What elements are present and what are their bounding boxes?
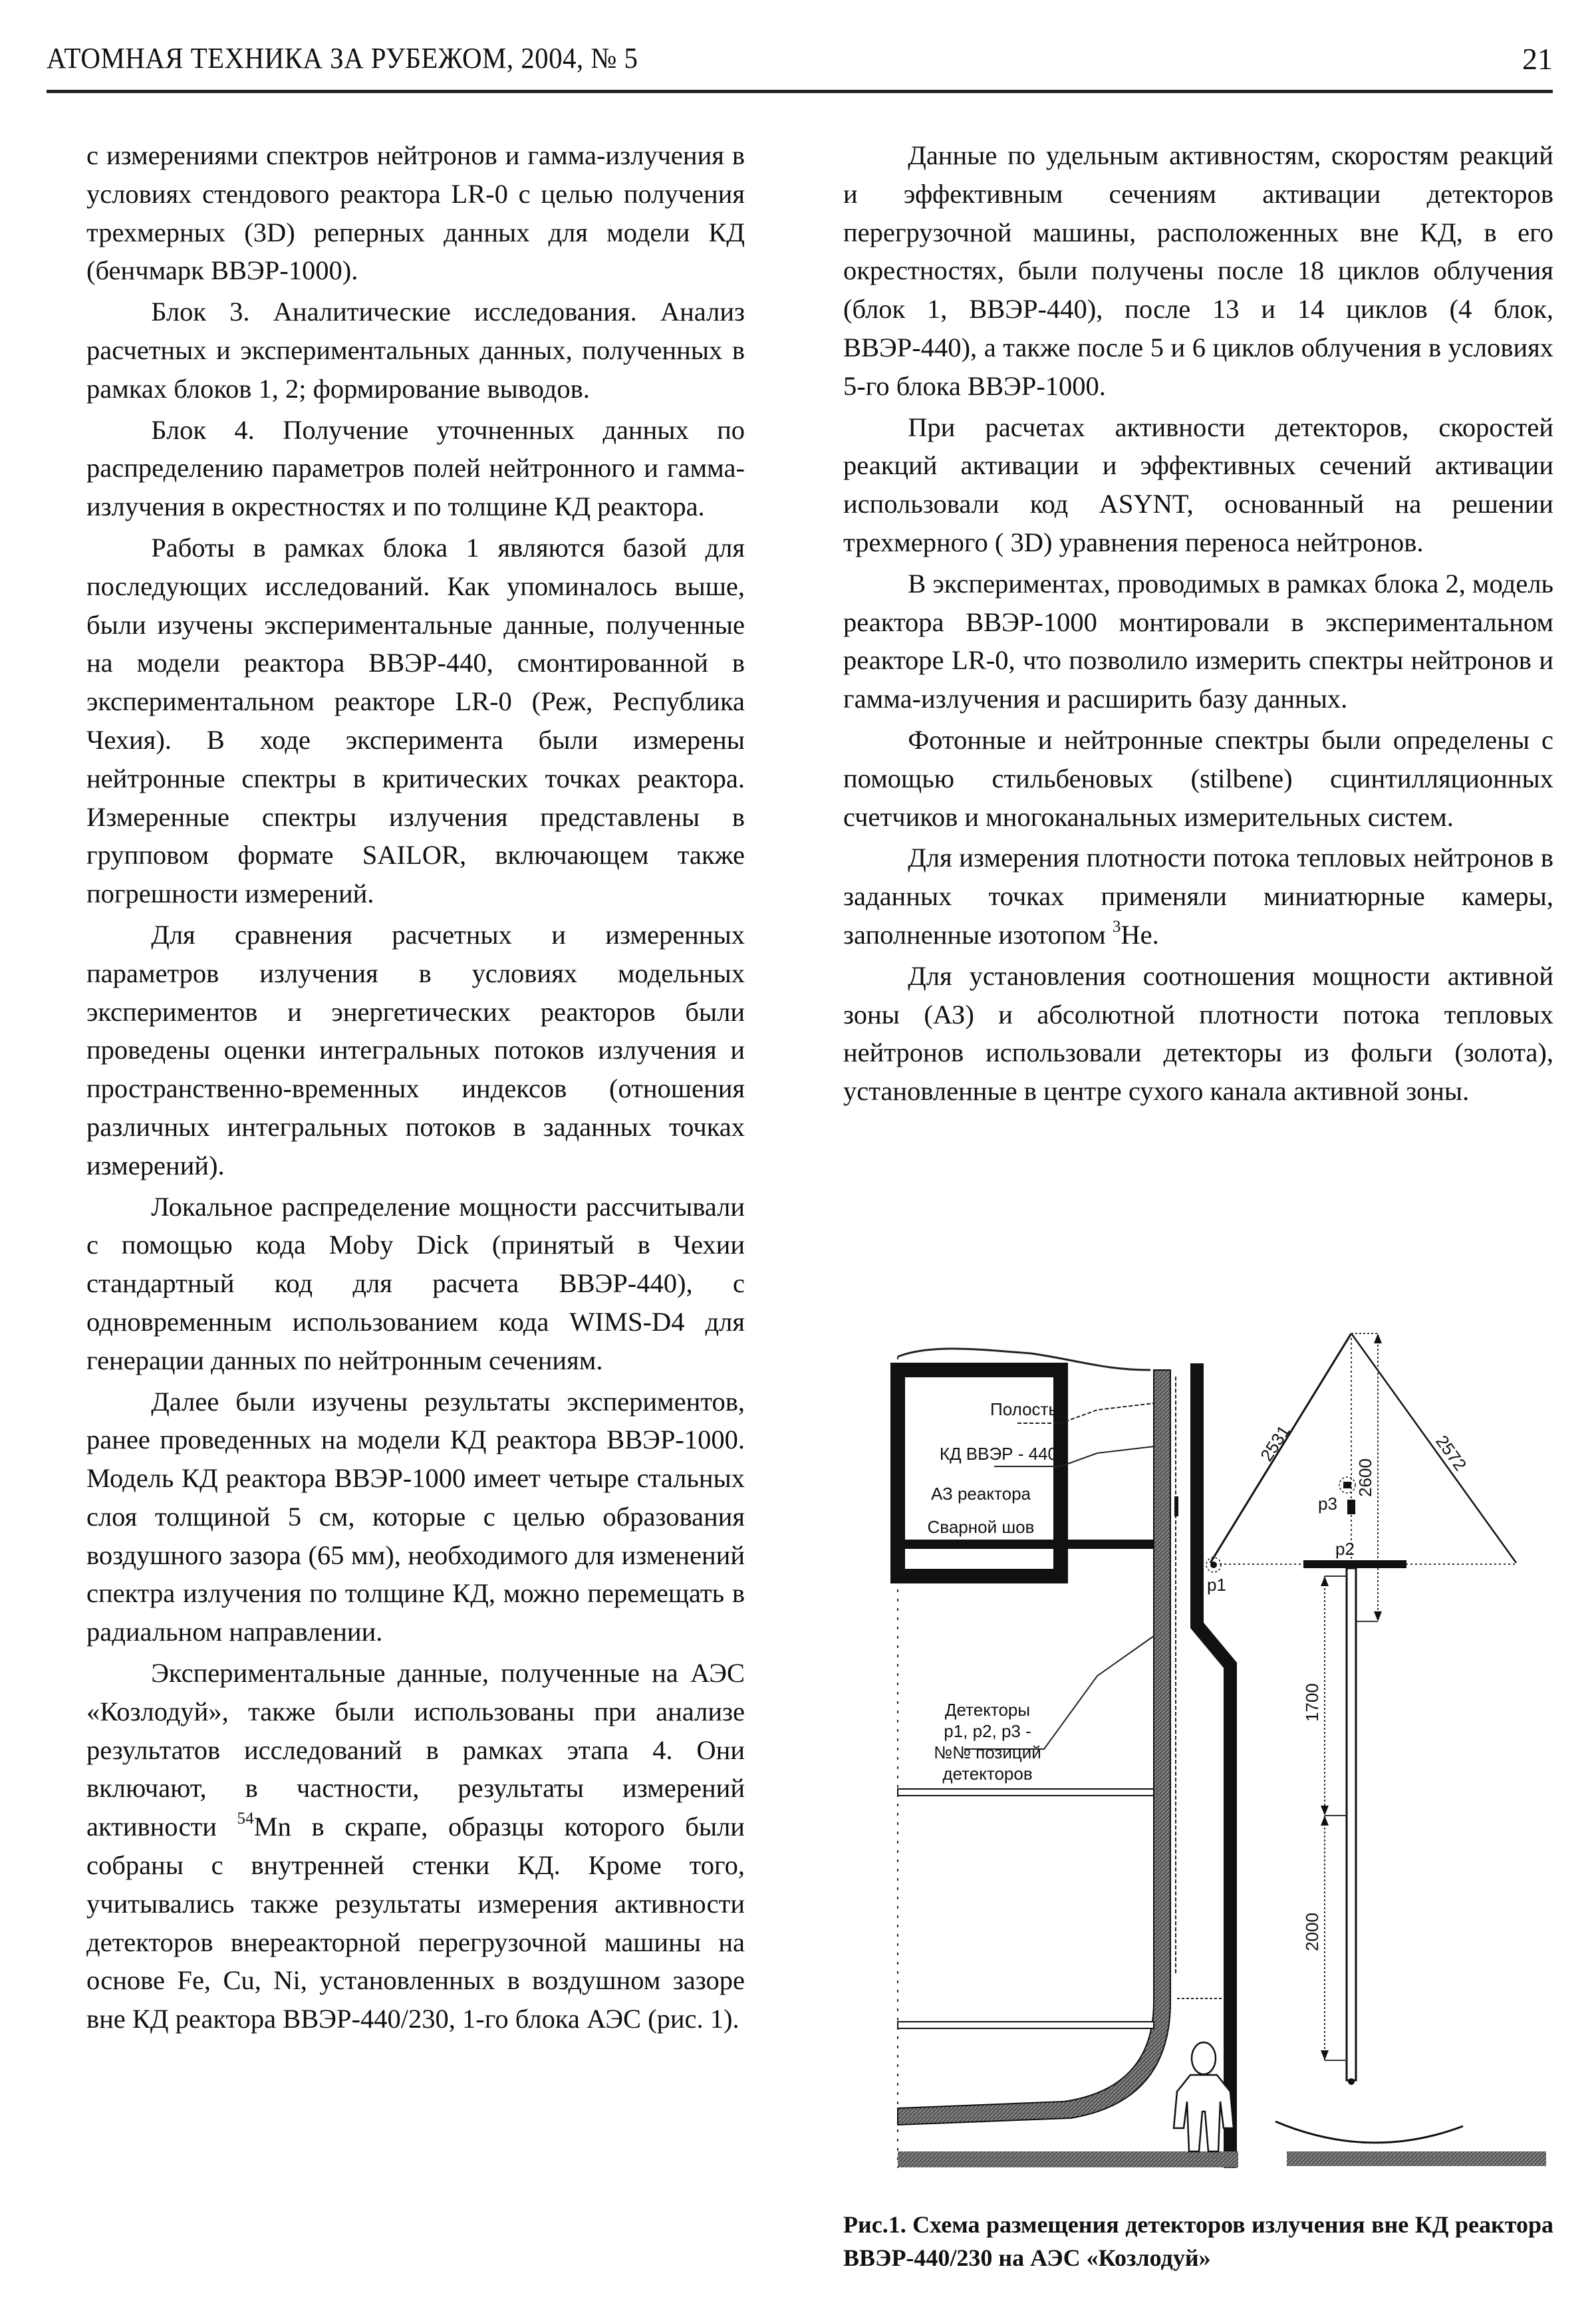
point-p2: p2 xyxy=(1335,1539,1355,1559)
paragraph: с измерениями спектров нейтронов и гамма-излучения в условиях стендового реактора LR-0 с целью получения трехмерных (3D) реперных данных для модели КД (бенчмарк ВВЭР-1000). xyxy=(86,140,745,286)
paragraph: Локальное распределение мощности рассчитывали с помощью кода Moby Dick (принятый в Чехии стандартный код для расчета ВВЭР-440), с одновременным использованием кода WIMS-D4 для генерации данных по нейтронным сечениям. xyxy=(86,1191,745,1375)
paragraph xyxy=(86,1654,745,2038)
point-p1: p1 xyxy=(1207,1575,1226,1595)
dimension-2531: 2531 xyxy=(1256,1421,1294,1465)
dimension-1700: 1700 xyxy=(1302,1683,1322,1722)
paragraph: Для установления соотношения мощности активной зоны (АЗ) и абсолютной плотности потока тепловых нейтронов использовали детекторы из фольги (золота), установленные в центре сухого канала активной зоны. xyxy=(843,960,1553,1107)
triangle-diagram xyxy=(1206,1333,1516,2143)
text-run: He. xyxy=(1121,919,1159,950)
paragraph: Работы в рамках блока 1 являются базой для последующих исследований. Как упоминалось выше, были изучены экспериментальные данные, полученные на модели реактора ВВЭР-440, смонтированной в экспериментальном реакторе LR-0 (Реж, Республика Чехия). В ходе эксперимента были измерены нейтронные спектры в критических точках реактора. Измеренные спектры излучения представлены в групповом формате SAILOR, включающем также погрешности измерений. xyxy=(86,532,745,909)
figure-caption: Рис.1. Схема размещения детекторов излучения вне КД реактора ВВЭР-440/230 на АЭС «Козлодуй» xyxy=(843,2211,1553,2271)
paragraph: В экспериментах, проводимых в рамках блока 2, модель реактора ВВЭР-1000 монтировали в экспериментальном реакторе LR-0, что позволило измерить спектры нейтронов и гамма-излучения и расширить базу данных. xyxy=(843,568,1553,714)
isotope-superscript: 54 xyxy=(237,1810,254,1828)
pipe-lower xyxy=(898,2022,1154,2028)
label-positions: №№ позиций xyxy=(934,1742,1041,1762)
point-p3: p3 xyxy=(1318,1494,1337,1514)
paragraph: Данные по удельным активностям, скоростям реакций и эффективным сечениям активации детекторов перегрузочной машины, расположенных вне КД, в его окрестностях, были получены после 18 циклов облучения (блок 1, ВВЭР-440), после 13 и 14 циклов (4 блок, ВВЭР-440), а также после 5 и 6 циклов облучения в условиях 5-го блока ВВЭР-1000. xyxy=(843,140,1553,401)
dimension-2600: 2600 xyxy=(1355,1458,1375,1497)
paragraph: Блок 3. Аналитические исследования. Анализ расчетных и экспериментальных данных, полученных в рамках блоков 1, 2; формирование выводов. xyxy=(86,297,745,404)
floor-left xyxy=(898,2151,1238,2167)
text-run: Экспериментальные данные, полученные на АЭС «Козлодуй», также были использованы при анализе результатов исследований в рамках этапа 4. Они включают, в частности, результаты измерений активности xyxy=(86,1658,745,1842)
right-column xyxy=(843,136,1553,1111)
pipe-upper xyxy=(898,1789,1154,1796)
text-run: Mn в скрапе, образцы которого были собраны с внутренней стенки КД. Кроме того, учитывались также результаты измерения активности детекторов внереакторной перегрузочной машины на основе Fe, Cu, Ni, установленных в воздушном зазоре вне КД реактора ВВЭР-440/230, 1-го блока АЭС (рис. 1). xyxy=(86,1812,745,2034)
label-cavity: Полость xyxy=(990,1399,1057,1419)
label-weld: Сварной шов xyxy=(927,1517,1035,1537)
floor-right xyxy=(1287,2151,1546,2166)
page-number: 21 xyxy=(1522,42,1553,76)
left-column xyxy=(86,136,745,2038)
paragraph: При расчетах активности детекторов, скоростей реакций активации и эффективных сечений активации использовали код ASYNT, основанный на решении трехмерного ( 3D) уравнения переноса нейтронов. xyxy=(843,412,1553,557)
paragraph xyxy=(843,839,1553,954)
journal-title: АТОМНАЯ ТЕХНИКА ЗА РУБЕЖОМ, 2004, № 5 xyxy=(47,42,638,74)
detector-marker xyxy=(1174,1496,1178,1516)
running-header xyxy=(47,27,1553,93)
dimension-2572: 2572 xyxy=(1432,1431,1471,1474)
label-detectors-suffix: детекторов xyxy=(942,1764,1033,1784)
paragraph: Для сравнения расчетных и измеренных параметров излучения в условиях модельных экспериментов и энергетических реакторов были проведены оценки интегральных потоков излучения и пространственно-временных индексов (отношения различных интегральных потоков в заданных точках измерений). xyxy=(86,919,745,1180)
dimension-2000: 2000 xyxy=(1302,1913,1322,1951)
label-detectors: Детекторы xyxy=(944,1700,1031,1720)
label-detector-points: p1, p2, p3 - xyxy=(944,1721,1031,1741)
label-vessel: КД ВВЭР - 440 xyxy=(939,1444,1057,1464)
reactor-schematic xyxy=(878,1303,1556,2195)
paragraph: Блок 4. Получение уточненных данных по распределению параметров полей нейтронного и гамма-излучения в окрестностях и по толщине КД реактора. xyxy=(86,414,745,522)
label-core: АЗ реактора xyxy=(930,1484,1031,1504)
paragraph: Фотонные и нейтронные спектры были определены с помощью стильбеновых (stilbene) сцинтилляционных счетчиков и многоканальных измерительных систем. xyxy=(843,724,1553,832)
figure-detector-layout xyxy=(878,1303,1556,2195)
isotope-superscript: 3 xyxy=(1112,917,1121,936)
paragraph: Далее были изучены результаты экспериментов, ранее проведенных на модели КД реактора ВВЭР-1000. Модель КД реактора ВВЭР-1000 имеет четыре стальных слоя толщиной 5 см, которые с целью образования воздушного зазора (65 мм), необходимого для изменений спектра излучения по толщине КД, можно перемещать в радиальном направлении. xyxy=(86,1386,745,1647)
text-run: Для измерения плотности потока тепловых нейтронов в заданных точках применяли миниатюрные камеры, заполненные изотопом xyxy=(843,843,1553,950)
